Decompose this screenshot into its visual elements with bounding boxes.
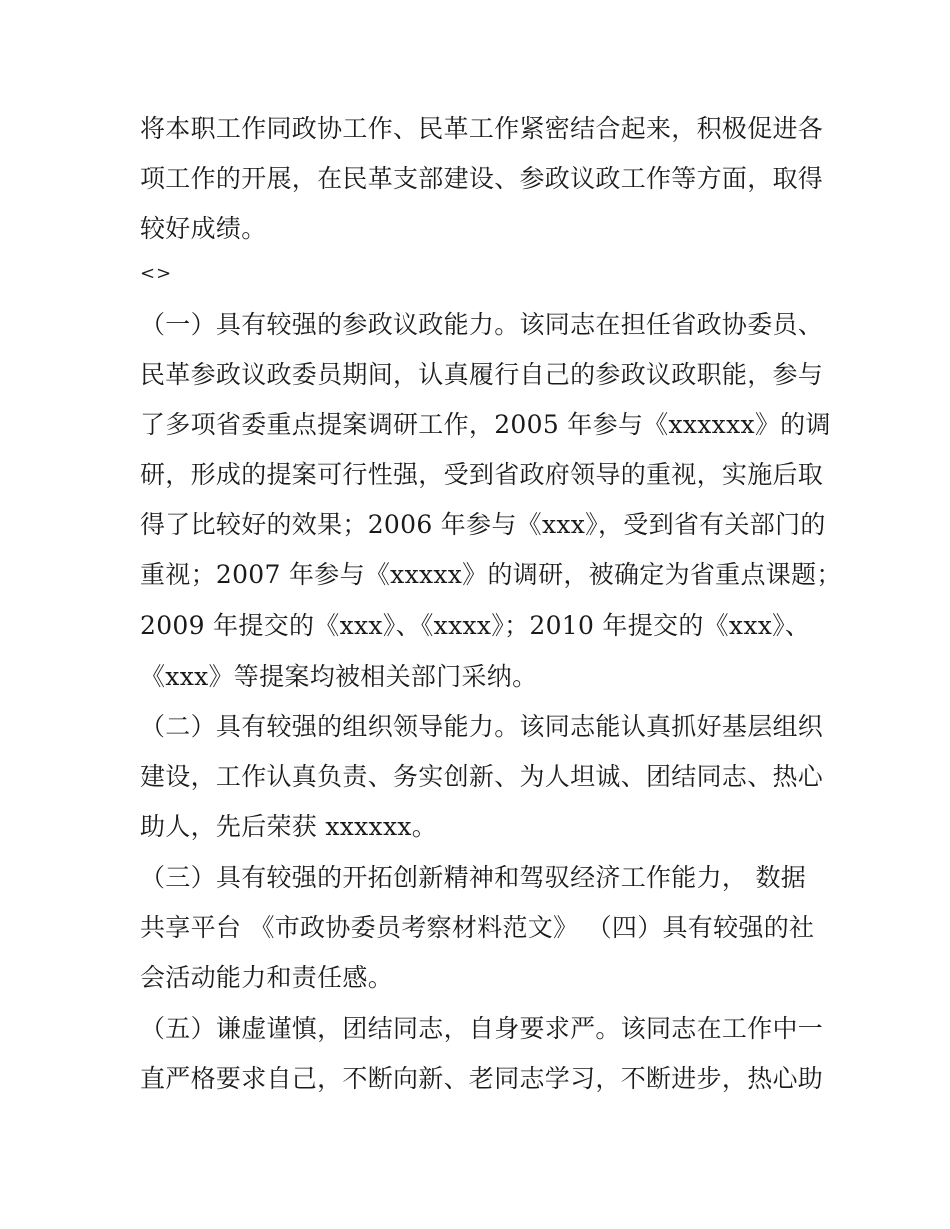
section-marker: <> [140,263,173,284]
text-line: 直严格要求自己，不断向新、老同志学习，不断进步，热心助 [140,1064,824,1093]
text-line: 了多项省委重点提案调研工作，2005 年参与《xxxxxx》的调 [140,410,831,439]
text-line: 研，形成的提案可行性强，受到省政府领导的重视，实施后取 [140,460,824,489]
text-line: 将本职工作同政协工作、民革工作紧密结合起来，积极促进各 [140,114,824,143]
text-line: （一）具有较强的参政议政能力。该同志在担任省政协委员、 [140,310,824,339]
text-line: 助人，先后荣获 xxxxxx。 [140,812,438,841]
text-line: （三）具有较强的开拓创新精神和驾驭经济工作能力， 数据 [140,863,807,892]
text-line: 较好成绩。 [140,214,267,243]
text-line: （二）具有较强的组织领导能力。该同志能认真抓好基层组织 [140,712,824,741]
text-line: 《xxx》等提案均被相关部门采纳。 [140,662,538,691]
text-line: 得了比较好的效果；2006 年参与《xxx》，受到省有关部门的 [140,510,826,539]
text-line: 重视；2007 年参与《xxxxx》的调研，被确定为省重点课题； [140,560,842,589]
text-line: （五）谦虚谨慎，团结同志，自身要求严。该同志在工作中一 [140,1014,824,1043]
text-line: 会活动能力和责任感。 [140,963,394,992]
text-line: 民革参政议政委员期间，认真履行自己的参政议政职能，参与 [140,360,824,389]
text-line: 2009 年提交的《xxx》、《xxxx》；2010 年提交的《xxx》、 [140,611,811,640]
text-line: 项工作的开展，在民革支部建设、参政议政工作等方面，取得 [140,164,824,193]
text-line: 共享平台 《市政协委员考察材料范文》 （四）具有较强的社 [140,913,815,942]
text-line: 建设，工作认真负责、务实创新、为人坦诚、团结同志、热心 [140,762,824,791]
